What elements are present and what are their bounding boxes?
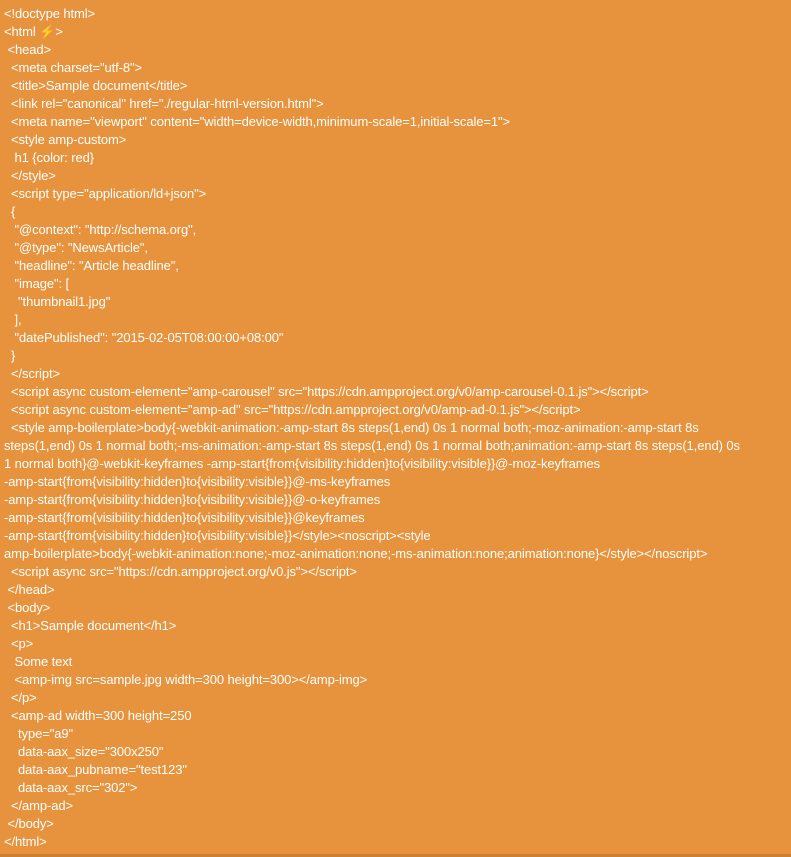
- code-line: data-aax_src="302">: [4, 780, 138, 795]
- code-line: <!doctype html>: [4, 6, 95, 21]
- code-line: amp-boilerplate>body{-webkit-animation:none;-moz-animation:none;-ms-animation:none;animation:none}</style></noscript>: [4, 546, 708, 561]
- code-line: </amp-ad>: [4, 798, 73, 813]
- code-line: h1 {color: red}: [4, 150, 94, 165]
- code-line: data-aax_pubname="test123": [4, 762, 187, 777]
- code-line: <script type="application/ld+json">: [4, 186, 207, 201]
- code-line: Some text: [4, 654, 73, 669]
- code-line: -amp-start{from{visibility:hidden}to{visibility:visible}}@-ms-keyframes: [4, 474, 391, 489]
- code-line: "@type": "NewsArticle",: [4, 240, 148, 255]
- code-line: "datePublished": "2015-02-05T08:00:00+08:00": [4, 330, 284, 345]
- code-line: <script async custom-element="amp-carousel" src="https://cdn.ampproject.org/v0/amp-carousel-0.1.js"></script>: [4, 384, 649, 399]
- code-line: <meta name="viewport" content="width=device-width,minimum-scale=1,initial-scale=1">: [4, 114, 511, 129]
- code-line: </p>: [4, 690, 37, 705]
- code-line: <html ⚡>: [4, 24, 63, 39]
- code-line: <body>: [4, 600, 51, 615]
- code-line: </html>: [4, 834, 47, 849]
- code-line: 1 normal both}@-webkit-keyframes -amp-start{from{visibility:hidden}to{visibility:visible}}@-moz-keyframes: [4, 456, 601, 471]
- code-line: "thumbnail1.jpg": [4, 294, 111, 309]
- code-line: <amp-ad width=300 height=250: [4, 708, 192, 723]
- code-line: <p>: [4, 636, 34, 651]
- code-line: }: [4, 348, 16, 363]
- code-line: <head>: [4, 42, 52, 57]
- code-line: steps(1,end) 0s 1 normal both;-ms-animation:-amp-start 8s steps(1,end) 0s 1 normal both;animation:-amp-start 8s steps(1,end) 0s: [4, 438, 740, 453]
- code-line: "@context": "http://schema.org",: [4, 222, 197, 237]
- code-line: data-aax_size="300x250": [4, 744, 164, 759]
- code-line: <title>Sample document</title>: [4, 78, 188, 93]
- code-line: <style amp-custom>: [4, 132, 127, 147]
- code-line: {: [4, 204, 16, 219]
- code-line: type="a9": [4, 726, 74, 741]
- code-line: </script>: [4, 366, 60, 381]
- code-line: <link rel="canonical" href="./regular-html-version.html">: [4, 96, 324, 111]
- code-line: -amp-start{from{visibility:hidden}to{visibility:visible}}@keyframes: [4, 510, 365, 525]
- code-line: "headline": "Article headline",: [4, 258, 179, 273]
- code-line: <script async custom-element="amp-ad" src="https://cdn.ampproject.org/v0/amp-ad-0.1.js"></script>: [4, 402, 581, 417]
- code-line: <script async src="https://cdn.ampproject.org/v0.js"></script>: [4, 564, 357, 579]
- code-line: <meta charset="utf-8">: [4, 60, 142, 75]
- code-line: </head>: [4, 582, 55, 597]
- code-line: <h1>Sample document</h1>: [4, 618, 177, 633]
- code-line: ],: [4, 312, 22, 327]
- code-line: -amp-start{from{visibility:hidden}to{visibility:visible}}</style><noscript><style: [4, 528, 431, 543]
- code-line: -amp-start{from{visibility:hidden}to{visibility:visible}}@-o-keyframes: [4, 492, 381, 507]
- code-line: "image": [: [4, 276, 70, 291]
- code-line: </body>: [4, 816, 54, 831]
- code-line: <amp-img src=sample.jpg width=300 height=300></amp-img>: [4, 672, 368, 687]
- code-line: <style amp-boilerplate>body{-webkit-animation:-amp-start 8s steps(1,end) 0s 1 normal both;-moz-animation:-amp-start 8s: [4, 420, 699, 435]
- code-line: </style>: [4, 168, 56, 183]
